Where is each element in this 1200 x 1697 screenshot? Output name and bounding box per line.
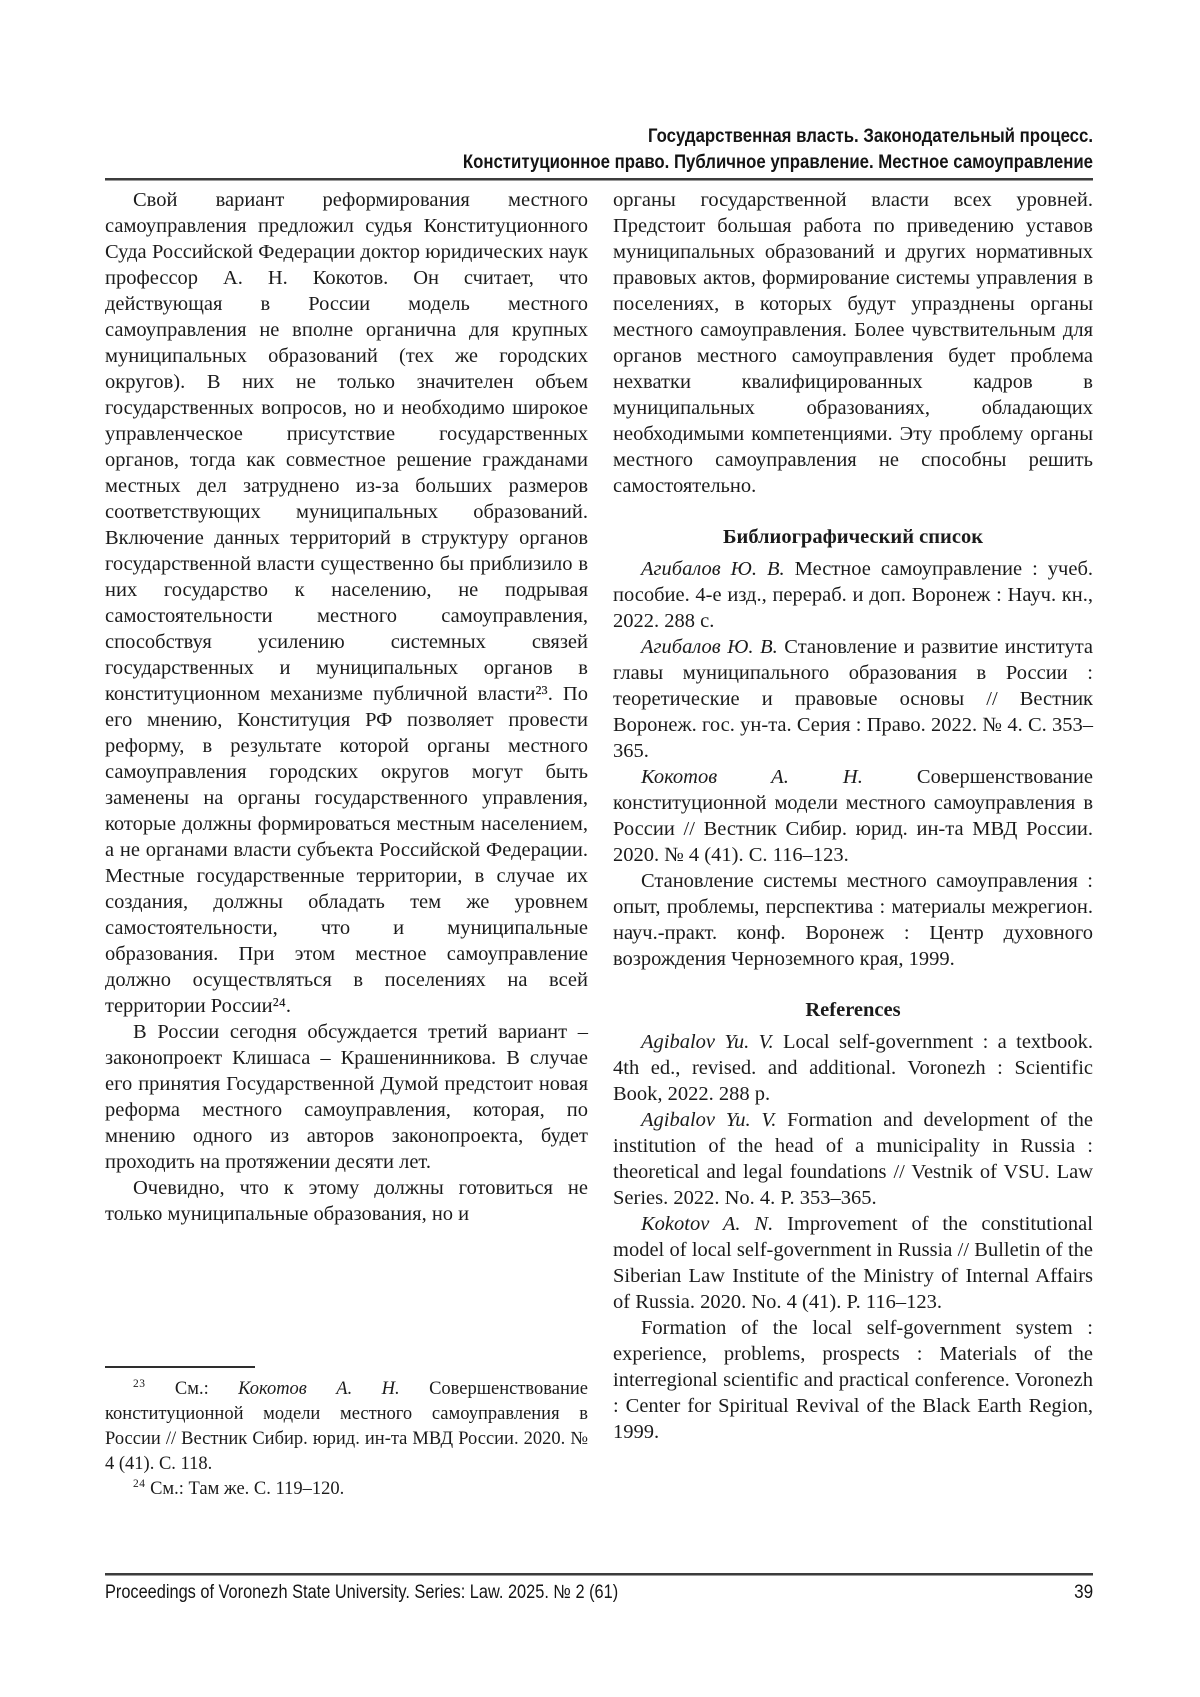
bibliography-item-text: Совершенствование конституционной модели местного самоуправления в России // Вестник Сибир. юрид. ин-та МВД России. 2020. № 4 (41). С. 116–123. <box>613 766 1093 866</box>
reference-item-text: Formation and development of the institution of the head of a municipality in Russia : theoretical and legal foundations // Vestnik of VSU. Law Series. 2022. No. 4. P. 353–365. <box>613 1109 1093 1209</box>
footnote <box>105 1477 588 1502</box>
footer-rule <box>105 1573 1093 1576</box>
journal-title: Proceedings of Voronezh State University. Series: Law. 2025. № 2 (61) <box>105 1582 619 1603</box>
right-column <box>613 187 1093 1445</box>
reference-item-author: Kokotov A. N. <box>641 1213 774 1235</box>
running-head-line2: Конституционное право. Публичное управление. Местное самоуправление <box>462 151 1093 173</box>
left-column <box>105 187 588 1227</box>
body-paragraph: Очевидно, что к этому должны готовиться не только муниципальные образования, но и <box>105 1177 588 1225</box>
bibliography-item-author: Агибалов Ю. В. <box>641 558 785 580</box>
running-head <box>243 123 1093 175</box>
reference-item-text: Improvement of the constitutional model of local self-government in Russia // Bulletin of the Siberian Law Institute of the Ministry of Internal Affairs of Russia. 2020. No. 4 (41). P. 116–123. <box>613 1213 1093 1313</box>
footnote-marker: 23 <box>133 1377 146 1390</box>
body-paragraph-continuation: органы государственной власти всех уровней. Предстоит большая работа по приведению уставов муниципальных образований и других нормативных правовых актов, формирование системы управления в поселениях, в которых будут упразднены органы местного самоуправления. Более чувствительным для органов местного самоуправления будет проблема нехватки квалифицированных кадров в муниципальных образованиях, обладающих необходимыми компетенциями. Эту проблему органы местного самоуправления не способны решить самостоятельно. <box>613 189 1093 497</box>
footnote-marker: 24 <box>133 1477 146 1490</box>
reference-item <box>613 1029 1093 1107</box>
footnote-separator <box>105 1366 255 1368</box>
reference-item <box>613 1315 1093 1445</box>
bibliography-item <box>613 634 1093 764</box>
page-footer <box>105 1581 1093 1605</box>
reference-item-text: Local self-government : a textbook. 4th ed., revised. and additional. Voronezh : Scientific Book, 2022. 288 p. <box>613 1031 1093 1105</box>
footnote <box>105 1377 588 1477</box>
page-number: 39 <box>1073 1582 1093 1603</box>
bibliography-heading: Библиографический список <box>722 526 984 548</box>
bibliography-item-text: Становление и развитие института главы муниципального образования в России : теоретические и правовые основы // Вестник Воронеж. гос. ун-та. Серия : Право. 2022. № 4. С. 353–365. <box>613 636 1093 762</box>
bibliography-item-author: Кокотов А. Н. <box>641 766 863 788</box>
bibliography-item-author: Агибалов Ю. В. <box>641 636 778 658</box>
bibliography-item <box>613 556 1093 634</box>
body-paragraph: Свой вариант реформирования местного самоуправления предложил судья Конституционного Суда Российской Федерации доктор юридических наук профессор А. Н. Кокотов. Он считает, что действующая в России модель местного самоуправления не вполне органична для крупных муниципальных образований (тех же городских округов). В них не только значителен объем государственных вопросов, но и необходимо широкое управленческое присутствие государственных органов, тогда как совместное решение гражданами местных дел затруднено из-за больших размеров соответствующих муниципальных образований. Включение данных территорий в структуру органов государственной власти существенно бы приблизило в них государство к населению, не подрывая самостоятельности местного самоуправления, способствуя усилению системных связей государственных и муниципальных органов в конституционном механизме публичной власти²³. По его мнению, Конституция РФ позволяет провести реформу, в результате которой органы местного самоуправления городских округов могут быть заменены на органы государственного управления, которые должны формироваться местным населением, а не органами власти субъекта Российской Федерации. Местные государственные территории, в случае их создания, должны обладать тем же уровнем самостоятельности, что и муниципальные образования. При этом местное самоуправление должно осуществляться в поселениях на всей территории России²⁴. <box>105 189 588 1017</box>
header-rule <box>105 178 1093 181</box>
footnote-text: См.: <box>145 1379 239 1399</box>
footnote-text: Совершенствование конституционной модели местного самоуправления в России // Вестник Сибир. юрид. ин-та МВД России. 2020. № 4 (41). С. 118. <box>105 1379 588 1474</box>
reference-item-author: Agibalov Yu. V. <box>641 1031 774 1053</box>
body-paragraph: В России сегодня обсуждается третий вариант – законопроект Клишаса – Крашенинникова. В случае его принятия Государственной Думой предстоит новая реформа местного самоуправления, которая, по мнению одного из авторов законопроекта, будет проходить на протяжении десяти лет. <box>105 1021 588 1173</box>
references-heading: References <box>805 999 901 1021</box>
reference-item <box>613 1211 1093 1315</box>
bibliography-item <box>613 868 1093 972</box>
bibliography-item-text: Становление системы местного самоуправления : опыт, проблемы, перспектива : материалы межрегион. науч.-практ. конф. Воронеж : Центр духовного возрождения Черноземного края, 1999. <box>613 870 1093 970</box>
footnotes-section <box>105 1366 588 1502</box>
footnote-text: См.: Там же. С. 119–120. <box>145 1479 345 1499</box>
reference-item-author: Agibalov Yu. V. <box>641 1109 777 1131</box>
running-head-line1: Государственная власть. Законодательный процесс. <box>647 125 1093 147</box>
reference-item <box>613 1107 1093 1211</box>
footnote-author: Кокотов А. Н. <box>238 1379 400 1399</box>
bibliography-item-text: Местное самоуправление : учеб. пособие. 4-е изд., перераб. и доп. Воронеж : Науч. кн., 2022. 288 с. <box>613 558 1093 632</box>
bibliography-item <box>613 764 1093 868</box>
reference-item-text: Formation of the local self-government system : experience, problems, prospects : Materials of the interregional scientific and practical conference. Voronezh : Center for Spiritual Revival of the Black Earth Region, 1999. <box>613 1317 1093 1443</box>
